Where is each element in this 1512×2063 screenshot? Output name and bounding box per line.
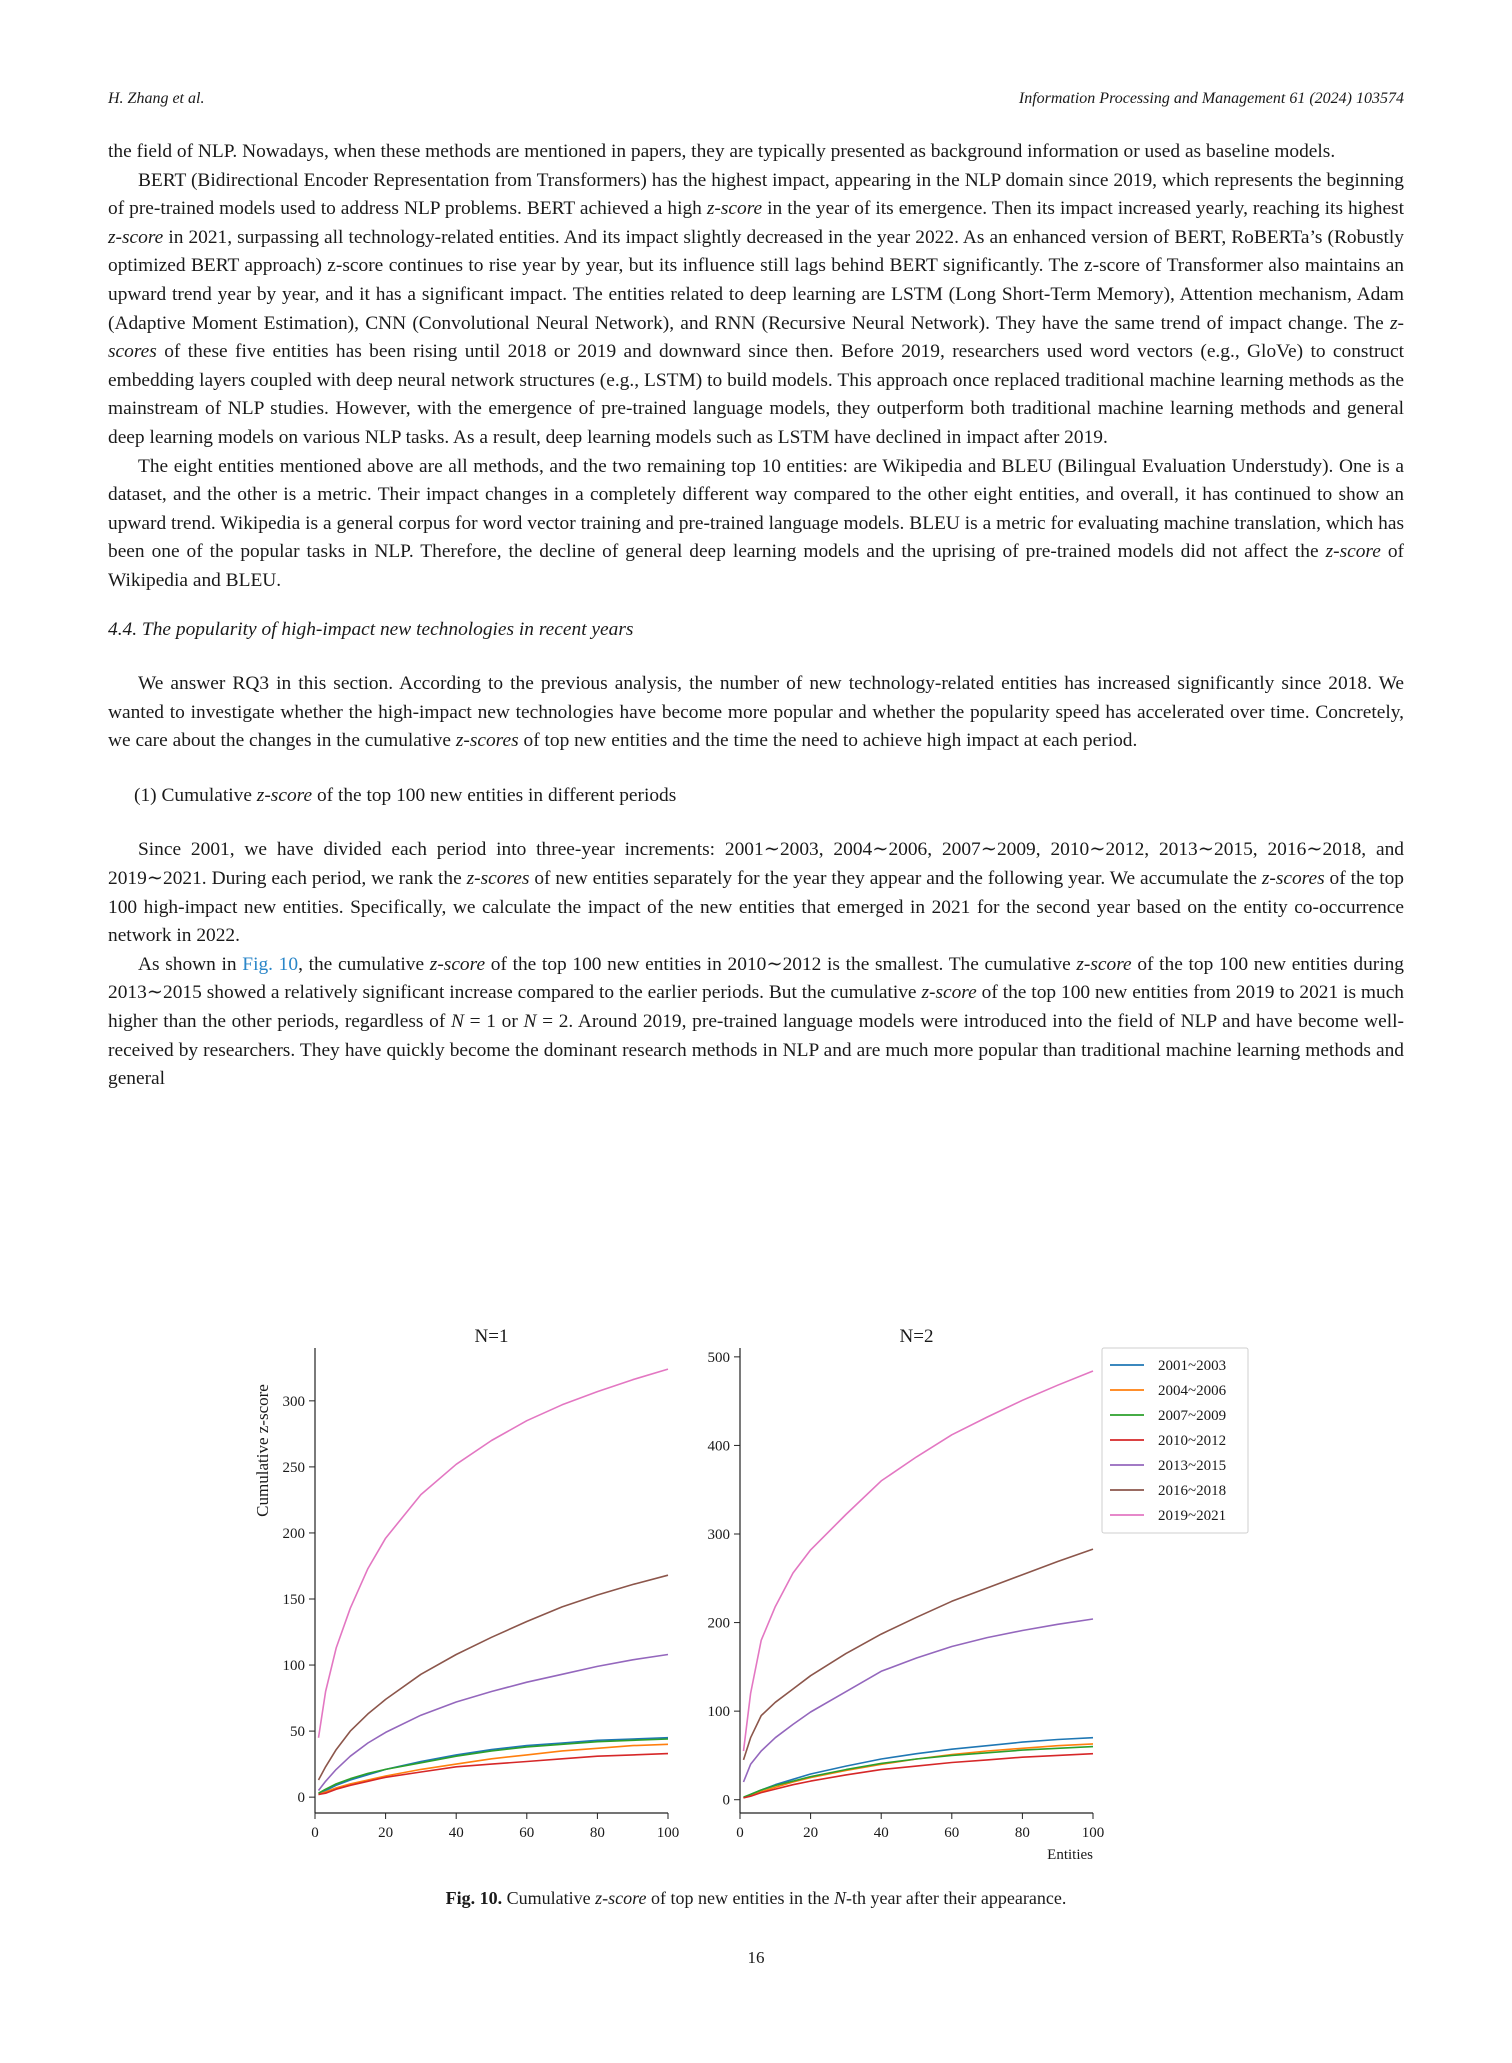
x-tick-label: 100	[656, 1825, 680, 1841]
x-tick-label: 0	[311, 1825, 319, 1841]
y-tick-label: 100	[282, 1658, 305, 1675]
y-tick-label: 100	[707, 1704, 730, 1721]
y-tick-label: 300	[282, 1393, 305, 1410]
series-line-2019~2021	[319, 1369, 669, 1738]
series-line-2004~2006	[744, 1744, 1094, 1798]
series-line-2016~2018	[744, 1549, 1094, 1760]
series-line-2019~2021	[744, 1371, 1094, 1751]
legend-label: 2013~2015	[1158, 1458, 1227, 1474]
y-tick-label: 500	[707, 1349, 730, 1366]
y-tick-label: 300	[707, 1527, 730, 1543]
paragraph: Since 2001, we have divided each period into three-year increments: 2001∼2003, 2004∼2006, 2007∼2009, 2010∼2012, 2013∼2015, 2016∼2018, and 2019∼2021. During each period, we rank the z-scores of new entities separately for the year they appear and the following year. We accumulate the z-scores of the top 100 high-impact new entities. Specifically, we calculate the impact of the new entities that emerged in 2021 for the second year based on the entity co-occurrence network in 2022.	[108, 839, 1404, 947]
y-tick-label: 150	[282, 1591, 305, 1608]
chart-title: N=1	[474, 1326, 509, 1347]
series-line-2004~2006	[319, 1744, 669, 1794]
figure-caption: Fig. 10. Cumulative z-score of top new entities in the N-th year after their appearance.	[445, 1888, 1067, 1908]
x-tick-label: 40	[448, 1825, 464, 1841]
legend-label: 2019~2021	[1158, 1508, 1227, 1524]
x-tick-label: 80	[1014, 1825, 1030, 1841]
paragraph: The eight entities mentioned above are all methods, and the two remaining top 10 entities: are Wikipedia and BLEU (Bilingual Evaluation Understudy). One is a dataset, and the other is a metric. Their impact changes in a completely different way compared to the other eight entities, and overall, it has continued to show an upward trend. Wikipedia is a general corpus for word vector training and pre-trained language models. BLEU is a metric for evaluating machine translation, which has been one of the popular tasks in NLP. Therefore, the decline of general deep learning models and the uprising of pre-trained models did not affect the z-score of Wikipedia and BLEU.	[108, 455, 1404, 591]
y-tick-label: 250	[282, 1459, 305, 1476]
x-axis-label: Entities	[1047, 1847, 1093, 1863]
x-tick-label: 20	[803, 1825, 819, 1841]
x-tick-label: 60	[519, 1825, 535, 1841]
legend-label: 2004~2006	[1158, 1383, 1227, 1399]
x-tick-label: 20	[378, 1825, 394, 1841]
chart-legend	[1102, 1348, 1248, 1533]
article-body	[108, 138, 1404, 1094]
x-tick-label: 60	[944, 1825, 960, 1841]
page-header	[108, 90, 1404, 116]
x-tick-label: 80	[589, 1825, 605, 1841]
chart-title: N=2	[899, 1326, 934, 1347]
paragraph: We answer RQ3 in this section. According to the previous analysis, the number of new technology-related entities has increased significantly since 2018. We wanted to investigate whether the high-impact new technologies have become more popular and whether the popularity speed has accelerated over time. Concretely, we care about the changes in the cumulative z-scores of top new entities and the time the need to achieve high impact at each period.	[108, 673, 1404, 752]
y-tick-label: 200	[707, 1615, 730, 1632]
y-tick-label: 400	[707, 1438, 730, 1455]
paragraph: BERT (Bidirectional Encoder Representation from Transformers) has the highest impact, appearing in the NLP domain since 2019, which represents the beginning of pre-trained models used to address NLP problems. BERT achieved a high z-score in the year of its emergence. Then its impact increased yearly, reaching its highest z-score in 2021, surpassing all technology-related entities. And its impact slightly decreased in the year 2022. As an enhanced version of BERT, RoBERTa’s (Robustly optimized BERT approach) z-score continues to rise year by year, but its influence still lags behind BERT significantly. The z-score of Transformer also maintains an upward trend year by year, and it has a significant impact. The entities related to deep learning are LSTM (Long Short-Term Memory), Attention mechanism, Adam (Adaptive Moment Estimation), CNN (Convolutional Neural Network), and RNN (Recursive Neural Network). They have the same trend of impact change. The z-scores of these five entities has been rising until 2018 or 2019 and downward since then. Before 2019, researchers used word vectors (e.g., GloVe) to construct embedding layers coupled with deep neural network structures (e.g., LSTM) to build models. This approach once replaced traditional machine learning methods as the mainstream of NLP studies. However, with the emergence of pre-trained language models, they outperform both traditional machine learning methods and general deep learning models on various NLP tasks. As a result, deep learning models such as LSTM have declined in impact after 2019.	[108, 169, 1404, 448]
paragraph: As shown in Fig. 10, the cumulative z-score of the top 100 new entities in 2010∼2012 is the smallest. The cumulative z-score of the top 100 new entities during 2013∼2015 showed a relatively significant increase compared to the earlier periods. But the cumulative z-score of the top 100 new entities from 2019 to 2021 is much higher than the other periods, regardless of N = 1 or N = 2. Around 2019, pre-trained language models were introduced into the field of NLP and have become well-received by researchers. They have quickly become the dominant research methods in NLP and are much more popular than traditional machine learning methods and general	[108, 953, 1404, 1090]
enumerated-heading: (1) Cumulative z-score of the top 100 new entities in different periods	[134, 784, 677, 806]
y-tick-label: 0	[297, 1790, 305, 1807]
figure-link[interactable]: Fig. 10	[242, 953, 299, 975]
legend-label: 2001~2003	[1158, 1358, 1227, 1374]
chart-panel-1	[253, 1326, 679, 1841]
figure-10-chart	[240, 1318, 1280, 1878]
series-line-2013~2015	[319, 1655, 669, 1791]
y-tick-label: 0	[722, 1792, 730, 1809]
legend-label: 2016~2018	[1158, 1483, 1227, 1499]
chart-panel-2	[708, 1326, 1105, 1863]
legend-label: 2010~2012	[1158, 1433, 1227, 1449]
section-heading: 4.4. The popularity of high-impact new technologies in recent years	[108, 618, 634, 640]
x-tick-label: 100	[1081, 1825, 1105, 1841]
paragraph: the field of NLP. Nowadays, when these methods are mentioned in papers, they are typically presented as background information or used as baseline models.	[108, 141, 1336, 162]
series-line-2013~2015	[744, 1619, 1094, 1782]
y-tick-label: 50	[290, 1724, 305, 1741]
legend-label: 2007~2009	[1158, 1408, 1227, 1424]
series-line-2010~2012	[744, 1754, 1094, 1798]
header-authors: H. Zhang et al.	[108, 90, 205, 107]
x-tick-label: 0	[736, 1825, 744, 1841]
header-journal: Information Processing and Management 61 (2024) 103574	[1018, 90, 1404, 107]
x-tick-label: 40	[873, 1825, 889, 1841]
y-tick-label: 200	[282, 1525, 305, 1542]
page-number: 16	[747, 1948, 765, 1967]
y-axis-label: Cumulative z-score	[253, 1384, 272, 1517]
